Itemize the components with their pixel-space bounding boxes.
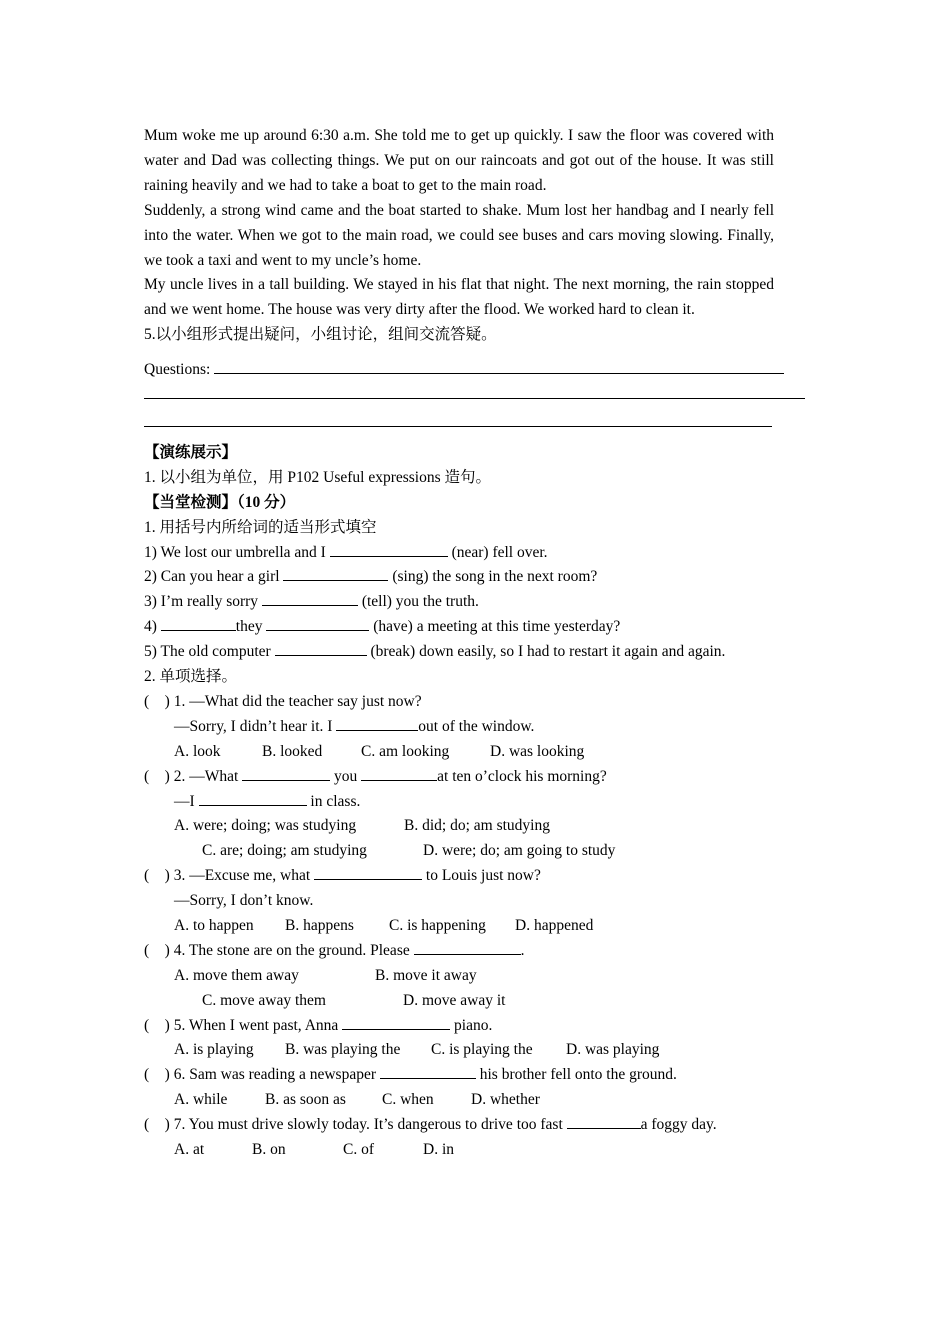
fill-item-5: 5) The old computer (break) down easily, so I had to restart it again and again. <box>144 640 774 665</box>
answer-line-3-wrap <box>144 411 774 441</box>
fill-blank-4a[interactable] <box>161 615 236 631</box>
fill-blank-4b[interactable] <box>266 615 369 631</box>
mc-question-3-line2: —Sorry, I don’t know. <box>174 892 314 910</box>
option-a[interactable]: A. look <box>174 742 221 760</box>
option-c[interactable]: C. is happening <box>389 916 486 934</box>
answer-line-2-wrap <box>144 383 774 411</box>
mc-question-2: ( ) 2. —What you at ten o’clock his morning? <box>144 765 774 790</box>
option-c[interactable]: C. of <box>343 1140 374 1158</box>
option-c[interactable]: C. are; doing; am studying <box>202 842 367 860</box>
fill-blank-5[interactable] <box>275 640 367 656</box>
option-c[interactable]: C. when <box>382 1091 434 1109</box>
option-a[interactable]: A. at <box>174 1140 205 1158</box>
mc-options-7 <box>144 1138 774 1163</box>
option-c[interactable]: C. move away them <box>202 991 326 1009</box>
mc-options-4-row1 <box>144 964 774 989</box>
answer-line-3[interactable] <box>144 411 772 427</box>
mc-options-6 <box>144 1088 774 1113</box>
mc-question-3: ( ) 3. —Excuse me, what to Louis just now? <box>144 864 774 889</box>
option-d[interactable]: D. move away it <box>403 991 506 1009</box>
mc-blank-1[interactable] <box>336 715 418 731</box>
questions-answer-blank[interactable] <box>214 358 784 374</box>
fill-blank-2[interactable] <box>283 565 388 581</box>
mc-blank-7[interactable] <box>567 1113 641 1129</box>
fill-item-2: 2) Can you hear a girl (sing) the song in the next room? <box>144 565 774 590</box>
mc-blank-2b[interactable] <box>361 765 437 781</box>
option-d[interactable]: D. was looking <box>490 742 585 760</box>
passage-paragraph-1: Mum woke me up around 6:30 a.m. She told me to get up quickly. I saw the floor was covered with water and Dad was collecting things. We put on our raincoats and got out of the house. It was still raining heavily and we had to take a boat to get to the main road. <box>144 127 774 194</box>
mc-blank-2a[interactable] <box>242 765 330 781</box>
option-a[interactable]: A. to happen <box>174 916 254 934</box>
mc-blank-2c[interactable] <box>199 790 307 806</box>
passage-paragraph-3: My uncle lives in a tall building. We stayed in his flat that night. The next morning, the rain stopped and we went home. The house was very dirty after the flood. We worked hard to clean it. <box>144 276 774 319</box>
mc-question-2-line2: —I in class. <box>144 790 774 815</box>
mc-question-7: ( ) 7. You must drive slowly today. It’s dangerous to drive too fast a foggy day. <box>144 1113 774 1138</box>
mc-blank-4[interactable] <box>414 939 521 955</box>
fill-item-4: 4) they (have) a meeting at this time yesterday? <box>144 615 774 640</box>
option-a[interactable]: A. while <box>174 1091 228 1109</box>
mc-blank-3[interactable] <box>314 864 422 880</box>
option-b[interactable]: B. did; do; am studying <box>404 817 550 835</box>
option-b[interactable]: B. on <box>252 1140 286 1158</box>
part2-title: 2. 单项选择。 <box>144 668 238 686</box>
option-b[interactable]: B. as soon as <box>265 1091 346 1109</box>
mc-options-4-row2 <box>144 989 774 1014</box>
fill-item-3: 3) I’m really sorry (tell) you the truth. <box>144 590 774 615</box>
option-a[interactable]: A. move them away <box>174 966 299 984</box>
option-c[interactable]: C. am looking <box>361 742 450 760</box>
option-b[interactable]: B. happens <box>285 916 354 934</box>
fill-blank-3[interactable] <box>262 590 358 606</box>
questions-line <box>144 358 774 383</box>
answer-line-2[interactable] <box>144 383 805 399</box>
practice-heading: 【演练展示】 <box>144 444 238 462</box>
passage-paragraph-2: Suddenly, a strong wind came and the boat started to shake. Mum lost her handbag and I nearly fell into the water. When we got to the main road, we could see buses and cars moving slowing. Finally, we took a taxi and went to my uncle’s home. <box>144 201 774 269</box>
worksheet-page <box>144 124 774 1163</box>
option-b[interactable]: B. move it away <box>375 966 477 984</box>
fill-blank-1[interactable] <box>330 541 448 557</box>
option-d[interactable]: D. in <box>423 1140 454 1158</box>
option-d[interactable]: D. was playing <box>566 1041 660 1059</box>
option-c[interactable]: C. is playing the <box>431 1041 533 1059</box>
practice-item-1: 1. 以小组为单位，用 P102 Useful expressions 造句。 <box>144 468 492 486</box>
mc-options-5 <box>144 1038 774 1063</box>
option-b[interactable]: B. was playing the <box>285 1041 401 1059</box>
questions-label: Questions: <box>144 361 215 379</box>
mc-options-2-row2 <box>144 839 774 864</box>
mc-options-3 <box>144 914 774 939</box>
mc-question-4: ( ) 4. The stone are on the ground. Please . <box>144 939 774 964</box>
option-b[interactable]: B. looked <box>262 742 323 760</box>
mc-options-2-row1 <box>144 814 774 839</box>
option-d[interactable]: D. whether <box>471 1091 540 1109</box>
option-a[interactable]: A. were; doing; was studying <box>174 817 357 835</box>
option-d[interactable]: D. were; do; am going to study <box>423 842 616 860</box>
part1-title: 1. 用括号内所给词的适当形式填空 <box>144 518 377 536</box>
mc-options-1 <box>144 740 774 765</box>
step-5-instruction: 5.以小组形式提出疑问，小组讨论，组间交流答疑。 <box>144 326 497 344</box>
mc-question-1: ( ) 1. —What did the teacher say just now? <box>144 692 422 710</box>
mc-blank-6[interactable] <box>380 1063 476 1079</box>
fill-item-1: 1) We lost our umbrella and I (near) fell over. <box>144 541 774 566</box>
mc-question-5: ( ) 5. When I went past, Anna piano. <box>144 1014 774 1039</box>
mc-question-1-line2: —Sorry, I didn’t hear it. I out of the window. <box>144 715 774 740</box>
test-heading: 【当堂检测】（10 分） <box>144 493 296 511</box>
option-a[interactable]: A. is playing <box>174 1041 254 1059</box>
mc-question-6: ( ) 6. Sam was reading a newspaper his brother fell onto the ground. <box>144 1063 774 1088</box>
option-d[interactable]: D. happened <box>515 916 594 934</box>
mc-blank-5[interactable] <box>342 1014 450 1030</box>
